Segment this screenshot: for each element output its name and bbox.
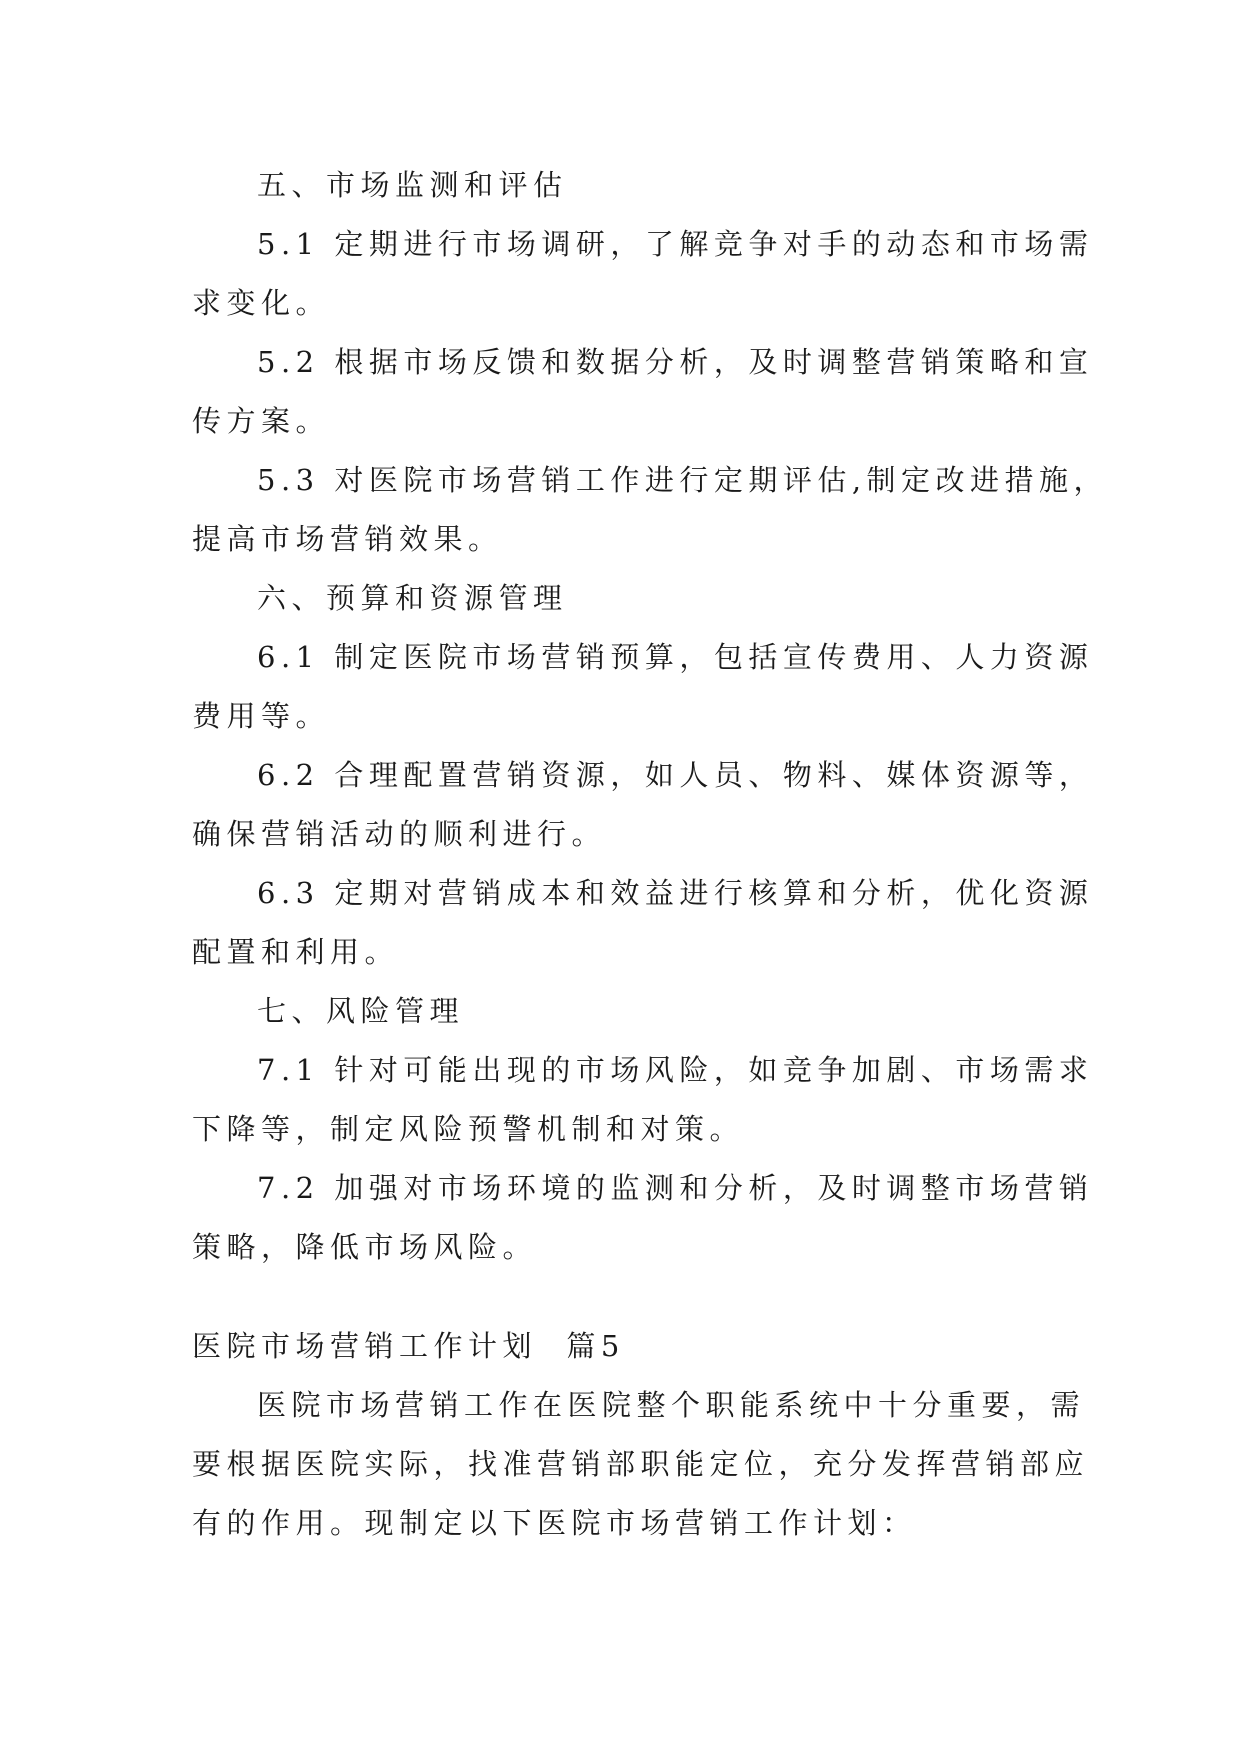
paragraph-line: 策略，降低市场风险。 [192, 1230, 538, 1264]
paragraph-line: 7.2 加强对市场环境的监测和分析，及时调整市场营销 [257, 1171, 1094, 1205]
part-5-intro [192, 1376, 1090, 1553]
item-7-1 [192, 1041, 1094, 1159]
item-7-2 [192, 1159, 1094, 1277]
part-5-title [192, 1317, 1054, 1376]
paragraph-line: 5.2 根据市场反馈和数据分析，及时调整营销策略和宣 [257, 345, 1094, 379]
paragraph-line: 要根据医院实际，找准营销部职能定位，充分发挥营销部应 [192, 1447, 1090, 1481]
paragraph-line: 5.1 定期进行市场调研，了解竞争对手的动态和市场需 [257, 227, 1094, 261]
paragraph-line: 提高市场营销效果。 [192, 522, 503, 556]
paragraph-line: 6.3 定期对营销成本和效益进行核算和分析，优化资源 [257, 876, 1094, 910]
paragraph-line: 求变化。 [192, 286, 331, 320]
paragraph-line: 有的作用。现制定以下医院市场营销工作计划： [192, 1506, 917, 1540]
paragraph-line: 传方案。 [192, 404, 331, 438]
paragraph-line: 配置和利用。 [192, 935, 400, 969]
paragraph-line: 6.2 合理配置营销资源，如人员、物料、媒体资源等， [257, 758, 1094, 792]
item-5-2 [192, 333, 1094, 451]
heading-text: 五、市场监测和评估 [257, 168, 568, 202]
section-6-heading [192, 569, 1119, 628]
section-7-heading [192, 982, 1119, 1041]
paragraph-line: 下降等，制定风险预警机制和对策。 [192, 1112, 745, 1146]
paragraph-line: 医院市场营销工作在医院整个职能系统中十分重要，需 [257, 1388, 1086, 1422]
item-6-1 [192, 628, 1094, 746]
paragraph-line: 7.1 针对可能出现的市场风险，如竞争加剧、市场需求 [257, 1053, 1094, 1087]
title-text: 医院市场营销工作计划 篇5 [192, 1329, 625, 1363]
item-6-3 [192, 864, 1094, 982]
paragraph-line: 确保营销活动的顺利进行。 [192, 817, 607, 851]
section-5-heading [192, 156, 1119, 215]
item-5-1 [192, 215, 1094, 333]
paragraph-line: 5.3 对医院市场营销工作进行定期评估,制定改进措施， [257, 463, 1109, 497]
heading-text: 六、预算和资源管理 [257, 581, 568, 615]
paragraph-line: 6.1 制定医院市场营销预算，包括宣传费用、人力资源 [257, 640, 1094, 674]
item-6-2 [192, 746, 1094, 864]
item-5-3 [192, 451, 1109, 569]
heading-text: 七、风险管理 [257, 994, 465, 1028]
paragraph-line: 费用等。 [192, 699, 331, 733]
